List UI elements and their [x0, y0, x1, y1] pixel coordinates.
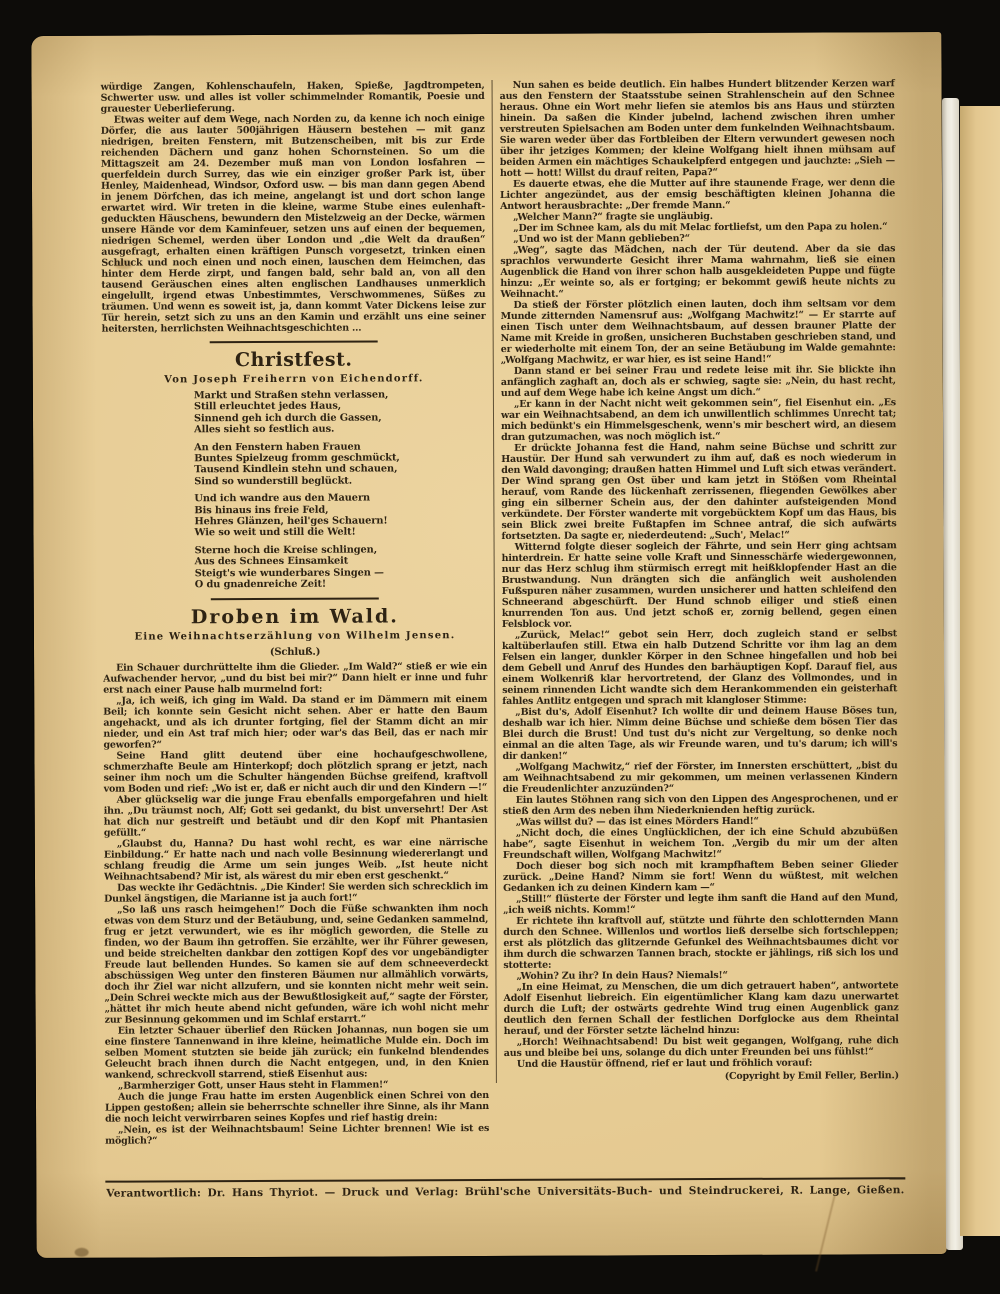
poem-line: Alles sieht so festlich aus. [194, 423, 335, 436]
poem-line: Steigt's wie wunderbares Singen — [194, 567, 384, 579]
printed-content [101, 78, 906, 1241]
poem-line: Hehres Glänzen, heil'ges Schauern! [194, 515, 388, 528]
right-column [492, 78, 899, 1083]
paragraph: Und die Haustür öffnend, rief er laut und fröhlich vorauf: [516, 1057, 813, 1070]
section-divider-rule [211, 597, 379, 600]
poem-line: Sinnend geh ich durch die Gassen, [193, 412, 382, 425]
poem-line: O du gnadenreiche Zeit! [194, 578, 327, 591]
facing-page-sliver [960, 106, 1000, 1236]
paragraph: „Der im Schnee kam, als du mit Melac fortliefst, um den Papa zu holen.“ [513, 221, 888, 234]
paragraph: Aber glückselig war die junge Frau ebenfalls emporgefahren und hielt ihn. „Du träumst noch, Alf; Gott sei gedankt, du bist unversehrt! Der Ast hat dich nur gestreift und betäubt und dir den Kopf mit Phantasien gefüllt.“ [103, 792, 488, 839]
magazine-page [31, 32, 946, 1258]
poem-stanza [194, 441, 486, 488]
paragraph: „Nein, es ist der Weihnachtsbaum! Seine Lichter brennen! Wie ist es möglich?“ [105, 1122, 490, 1147]
poem-line: Und ich wandre aus den Mauern [194, 492, 371, 505]
paragraph: Auch die junge Frau hatte im ersten Augenblick einen Schrei von den Lippen gestoßen; allein sie beherrschte schneller ihre Sinne, als ihr Mann die noch leicht verwirrbaren seines Kopfes und rief hastig drein: [104, 1089, 490, 1125]
paragraph: „Und wo ist der Mann geblieben?“ [513, 233, 690, 245]
paragraph: Doch dieser bog sich noch mit krampfhaftem Beben seiner Glieder zurück. „Deine Hand? Nimm sie fort! Wenn du wüßtest, mit welchen Gedanken ich zu deinen Kindern kam —“ [502, 859, 899, 894]
paragraph: Er richtete ihn kraftvoll auf, stützte und führte den schlotternden Mann durch den Schnee. Willenlos und wortlos ließ derselbe sich fortschleppen; erst als plötzlich das glitzernde Gefunkel des Weihnachtsbaumes dicht vor ihm durch die schwarzen Tannen brach, stockte er jählings, riß sich los und stotterte: [503, 914, 899, 971]
poem-line: Wie so weit und still die Welt! [194, 527, 356, 539]
paragraph: „Still!“ flüsterte der Förster und legte ihm sanft die Hand auf den Mund, „ich weiß nichts. Komm!“ [503, 892, 899, 916]
ink-smudge [75, 1248, 89, 1257]
text-columns [101, 78, 906, 1174]
paragraph: „Horch! Weihnachtsabend! Du bist weit gegangen, Wolfgang, ruhe dich aus und bleibe bei uns, solange du dich unter Freunden bei uns fühlst!“ [503, 1035, 899, 1059]
paragraph: „Wolfgang Machwitz,“ rief der Förster, im Innersten erschüttert, „bist du am Weihnachtsabend zu mir gekommen, um meinen verlassenen Kindern die Freudenlichter anzuzünden?“ [502, 760, 898, 795]
poem-line: Bis hinaus ins freie Feld, [194, 504, 329, 516]
paragraph: „Was willst du? — das ist eines Mörders Hand!“ [515, 815, 759, 828]
paragraph: Seine Hand glitt deutend über eine hochaufgeschwollene, schmerzhafte Beule am Hinterkopf; doch plötzlich sprang er jetzt, nach seiner ihm noch um die Schulter hängenden Büchse greifend, kraftvoll vom Boden und rief: „Wo ist er, daß er nicht auch dir und den Kindern —!“ [103, 748, 488, 795]
poem-stanza [194, 389, 486, 436]
poem-title: Christfest. [234, 348, 353, 372]
poem-line: An den Fenstern haben Frauen [194, 441, 361, 453]
poem-line: Buntes Spielzeug fromm geschmückt, [194, 452, 400, 465]
poem-line: Sterne hoch die Kreise schlingen, [194, 544, 378, 557]
paragraph: Das weckte ihr Gedächtnis. „Die Kinder! Sie werden sich schrecklich im Dunkel ängstigen, die Marianne ist ja auch fort!“ [104, 880, 489, 905]
paragraph: Nun sahen es beide deutlich. Ein halbes Hundert blitzender Kerzen warf aus den Fenstern der Staatsstube seinen Strahlenschein auf den Schnee heraus. Ohne ein Wort mehr liefen sie atemlos bis ans Haus und stürzten hinein. Da saßen die Kinder jubelnd, lachend zwischen ihren umher verstreuten Spielsachen am Boden unter dem funkelnden Weihnachtsbaum. Sie waren weder über das Fortbleiben der Eltern verwundert gewesen noch über ihr jetziges Kommen; der kleine Wolfgang hielt ihnen mühsam auf beiden Armen ein mächtiges Schaukelpferd entgegen und jauchzte: „Sieh — hott — hott! Willst du drauf reiten, Papa?“ [499, 78, 895, 179]
poem-line: Still erleuchtet jedes Haus, [193, 401, 342, 413]
poem-stanza [194, 492, 486, 539]
poem-line: Sind so wunderstill beglückt. [194, 475, 353, 488]
paragraph: Da stieß der Förster plötzlich einen lauten, doch ihm seltsam vor dem Munde zitternden Namensruf aus: „Wolfgang Machwitz!“ — Er starrte auf einen Tisch unter dem Weihnachtsbaum, auf dessen brauner Platte der Name mit Kreide in großen, unsicheren Buchstaben geschrieben stand, und er wiederholte mit einem Ton, der an seine Betäubung im Walde gemahnte: „Wolfgang Machwitz, er war hier, es ist seine Hand!“ [500, 298, 896, 366]
poem-line: Aus des Schnees Einsamkeit [194, 555, 349, 568]
paragraph: Ein letzter Schauer überlief den Rücken Johannas, nun bogen sie um eine finstere Tannenwand in ihre kleine, heimatliche Mulde ein. Doch im selben Moment stutzten sie beide jäh zurück; ein funkelnd blendendes Geleucht brach ihnen durch die Nacht entgegen, und, in den Knien wankend, schreckvoll starrend, stieß Eisenhut aus: [104, 1023, 489, 1081]
paragraph: Etwas weiter auf dem Wege, nach Norden zu, da kenne ich noch einige Dörfer, die aus lauter 500jährigen Häusern bestehen — mit ganz niedrigen, breiten Fenstern, mit Butzenscheiben, mit bis zur Erde reichenden Dächern und ganz hohen Schornsteinen. So um die Mittagszeit am 24. Dezember muß man von London losfahren — querfeldein durch Surrey, das wie ein einziger großer Park ist, über Henley, Maidenhead, Windsor, Oxford usw. — bis man dann gegen Abend in jenem Dörfchen, das ich meine, angelangt ist und dort schon lange erwartet wird. Wir treten in die kleine, warme Stube eines eulenhaft-geduckten Häuschens, bewundern den Mistelzweig an der Decke, wärmen unsere Hände vor dem Kaminfeuer, setzen uns auf einen der bequemen, niedrigen Schemel, werden über London und „die Welt da draußen“ ausgefragt, erhalten einen kräftigen Punsch vorgesetzt, trinken einen Schluck und noch einen und noch einen, lauschen dem Heimchen, das hinter dem Herde zirpt, und fangen bald, sehr bald an, von all den tausend Geräuschen eines alten englischen Landhauses unmerklich eingelullt, irgend etwas Unbestimmtes, Verschwommenes, Süßes zu träumen. Und wenn es soweit ist, ja, dann kommt Vater Dickens leise zur Tür herein, setzt sich zu uns an den Kamin und erzählt uns eine seiner heitersten, herrlichsten Weihnachtsgeschichten ... [100, 113, 486, 335]
paragraph: Ein Schauer durchrüttelte ihm die Glieder. „Im Wald?“ stieß er wie ein Aufwachender hervor, „und du bist bei mir?“ Dann hielt er inne und fuhr erst nach einer Pause halb murmelnd fort: [103, 660, 488, 696]
left-column [101, 80, 497, 1146]
copyright-note: (Copyright by Emil Feller, Berlin.) [724, 1070, 899, 1082]
poem-byline: Von Joseph Freiherrn von Eichendorff. [164, 373, 424, 386]
section-divider-rule [210, 340, 378, 343]
paragraph: „Weg“, sagte das Mädchen, nach der Tür deutend. Aber da sie das sprachlos verwunderte Gesicht ihrer Mama wahrnahm, ließ sie einen Augenblick die Hand von ihrer schon halb ausgekleideten Puppe und fügte hinzu: „Er weinte so, als er fortging; er bekommt gewiß heute nichts zu Weihnacht.“ [500, 243, 896, 300]
paragraph: Dann stand er bei seiner Frau und redete leise mit ihr. Sie blickte ihn anfänglich zaghaft an, doch als er schwieg, sagte sie: „Nein, du hast recht, und auf dem Wege habe ich keine Angst um dich.“ [500, 364, 896, 399]
poem-line: Markt und Straßen stehn verlassen, [193, 389, 389, 402]
paragraph: würdige Zangen, Kohlenschaufeln, Haken, Spieße, Jagdtrompeten, Schwerter usw. und alles ist voller schimmelnder Romantik, Poesie und grauester Ueberlieferung. [100, 80, 485, 115]
paragraph: „Zurück, Melac!“ gebot sein Herr, doch zugleich stand er selbst kaltüberlaufen still. Etwa ein halb Dutzend Schritte vor ihm lag an dem Felsen ein langer, dunkler Körper in den Schnee hingefallen und hob bei dem Gebell und Anruf des Hundes den barhäuptigen Kopf. Darauf fiel, aus einem Wolkenriß klar hervortretend, der Glanz des Vollmondes, und in seinem rinnenden Licht wandte sich dem Herankommenden ein geisterhaft fahles Antlitz entgegen und sprach mit klangloser Stimme: [501, 628, 898, 707]
paragraph: Witternd folgte dieser sogleich der Fährte, und sein Herr ging achtsam hinterdrein. Er hatte seine volle Kraft und Sinnesschärfe wiedergewonnen, nur das Herz schlug ihm stürmisch erregt mit heißklopfender Hast an die Brustwandung. Nun drängten sich die anfänglich weit ausholenden Fußspuren näher zusammen, wurden unsicherer und hatten schleifend den Schneerand abgeschürft. Der Hund schnob eiliger und stieß einen knurrenden Ton aus. Und jetzt schoß er, zornig bellend, gegen einen Felsblock vor. [501, 540, 897, 630]
paragraph: „Er kann in der Nacht nicht weit gekommen sein“, fiel Eisenhut ein. „Es war ein Weihnachtsabend, an dem ich unwillentlich schlimmes Unrecht tat; mich bedünkt's ein Himmelsgeschenk, wenn's mir beschert wird, an diesem dran gutzumachen, was noch möglich ist.“ [500, 397, 897, 443]
paragraph: „Wohin? Zu ihr? In dein Haus? Niemals!“ [516, 969, 728, 982]
paragraph: Er drückte Johanna fest die Hand, nahm seine Büchse und schritt zur Haustür. Der Hund sah verwundert zu ihm auf, daß es noch wiederum in den Wald davonging; draußen hatten Himmel und Luft sich etwas verändert. Der Wind sprang gen Ost über und kam jetzt in Stößen vom Rheintal herauf, vom Rande des lückenhaft zerrissenen, fliegenden Gewölkes aber ging ein silberner Schein aus, der den dahinter aufsteigenden Mond verkündete. Der Förster wanderte mit vorgebücktem Kopf um das Haus, bis sein Blick zwei breite Fußtapfen im Schnee antraf, die sich aufwärts fortsetzten. Da sagte er, niederdeutend: „Such', Melac!“ [501, 441, 897, 542]
paragraph: „So laß uns rasch heimgehen!“ Doch die Füße schwankten ihm noch etwas von dem Sturz und der Betäubung, und, seine Gedanken sammelnd, frug er jetzt verwundert, wie es ihr möglich geworden, die Stelle zu finden, wo der Baum ihn getroffen. Sie erzählte, wer ihr Führer gewesen, und beide streichelten dankbar den zottigen Kopf des vor ungebändigter Freude laut bellenden Hundes. So kamen sie auf dem schneeverdeckt abschüssigen Weg unter den finsteren Bäumen nur allmählich vorwärts, doch ihr Ziel war nicht allzufern, und sie konnten nicht mehr weit sein. „Dein Schrei weckte mich aus der Bewußtlosigkeit auf,“ sagte der Förster, „hättet ihr mich heute abend nicht gefunden, wäre ich wohl nicht mehr zur Besinnung gekommen und im Schlaf erstarrt.“ [104, 902, 489, 1026]
paragraph: „Ja, ich weiß, ich ging im Wald. Da stand er im Dämmern mit einem Beil; ich konnte sein Gesicht nicht sehen. Aber er hatte den Baum angehackt, und als ich drunter fortging, fiel der Stamm dicht an mir nieder, und ein Ast traf mich hier; oder war's das Beil, das er nach mir geworfen?“ [103, 693, 488, 751]
story-byline: Eine Weihnachtserzählung von Wilhelm Jensen. [134, 629, 456, 643]
story-title: Droben im Wald. [190, 604, 399, 628]
paragraph: „Barmherziger Gott, unser Haus steht in Flammen!“ [117, 1078, 389, 1092]
paragraph: „Welcher Mann?“ fragte sie ungläubig. [513, 211, 713, 223]
poem-line: Tausend Kindlein stehn und schauen, [194, 463, 398, 476]
paragraph: Ein lautes Stöhnen rang sich von den Lippen des Angesprochenen, und er stieß den Arm des neben ihm Niederknienden heftig zurück. [502, 793, 898, 817]
poem [194, 389, 487, 591]
story-part-note: (Schluß.) [269, 646, 321, 658]
paragraph: „In eine Heimat, zu Menschen, die um dich getrauert haben“, antwortete Adolf Eisenhut liebreich. Ein eigentümlicher Klang kam dazu unerwartet durch die Luft; der ostwärts gedrehte Wind trug einen Augenblick ganz deutlich den fernen Schall der festlichen Dorfglocke aus dem Rheintal herauf, und der Förster setzte lächelnd hinzu: [503, 980, 899, 1037]
paragraph: „Glaubst du, Hanna? Du hast wohl recht, es war eine närrische Einbildung.“ Er hatte nach und nach volle Besinnung wiedererlangt und schlang freudig die Arme um sein junges Weib. „Ist heute nicht Weihnachtsabend? Mir ist, als wärest du mir eben erst geschenkt.“ [103, 836, 488, 883]
paragraph: Es dauerte etwas, ehe die Mutter auf ihre staunende Frage, wer denn die Lichter angezündet, aus der emsig beschäftigten kleinen Johanna die Antwort herausbrachte: „Der fremde Mann.“ [500, 177, 896, 212]
paragraph: „Bist du's, Adolf Eisenhut? Ich wollte dir und deinem Hause Böses tun, deshalb war ich hier. Nimm deine Büchse und schieße dem bösen Tier das Blei durch die Brust! Und tust du's nicht zur Vergeltung, so denke noch einmal an die alten Tage, als wir Freunde waren, und tu's darum; ich will's dir danken!“ [502, 705, 898, 762]
imprint-footer: Verantwortlich: Dr. Hans Thyriot. — Druck und Verlag: Brühl'sche Universitäts-Buch- und Steindruckerei, R. Lange, Gießen. [106, 1184, 905, 1200]
poem-stanza [195, 544, 487, 591]
paragraph: „Nicht doch, die eines Unglücklichen, der ich eine Schuld abzubüßen habe“, sagte Eisenhut in weichem Ton. „Vergib du mir um der alten Freundschaft willen, Wolfgang Machwitz!“ [502, 826, 898, 861]
